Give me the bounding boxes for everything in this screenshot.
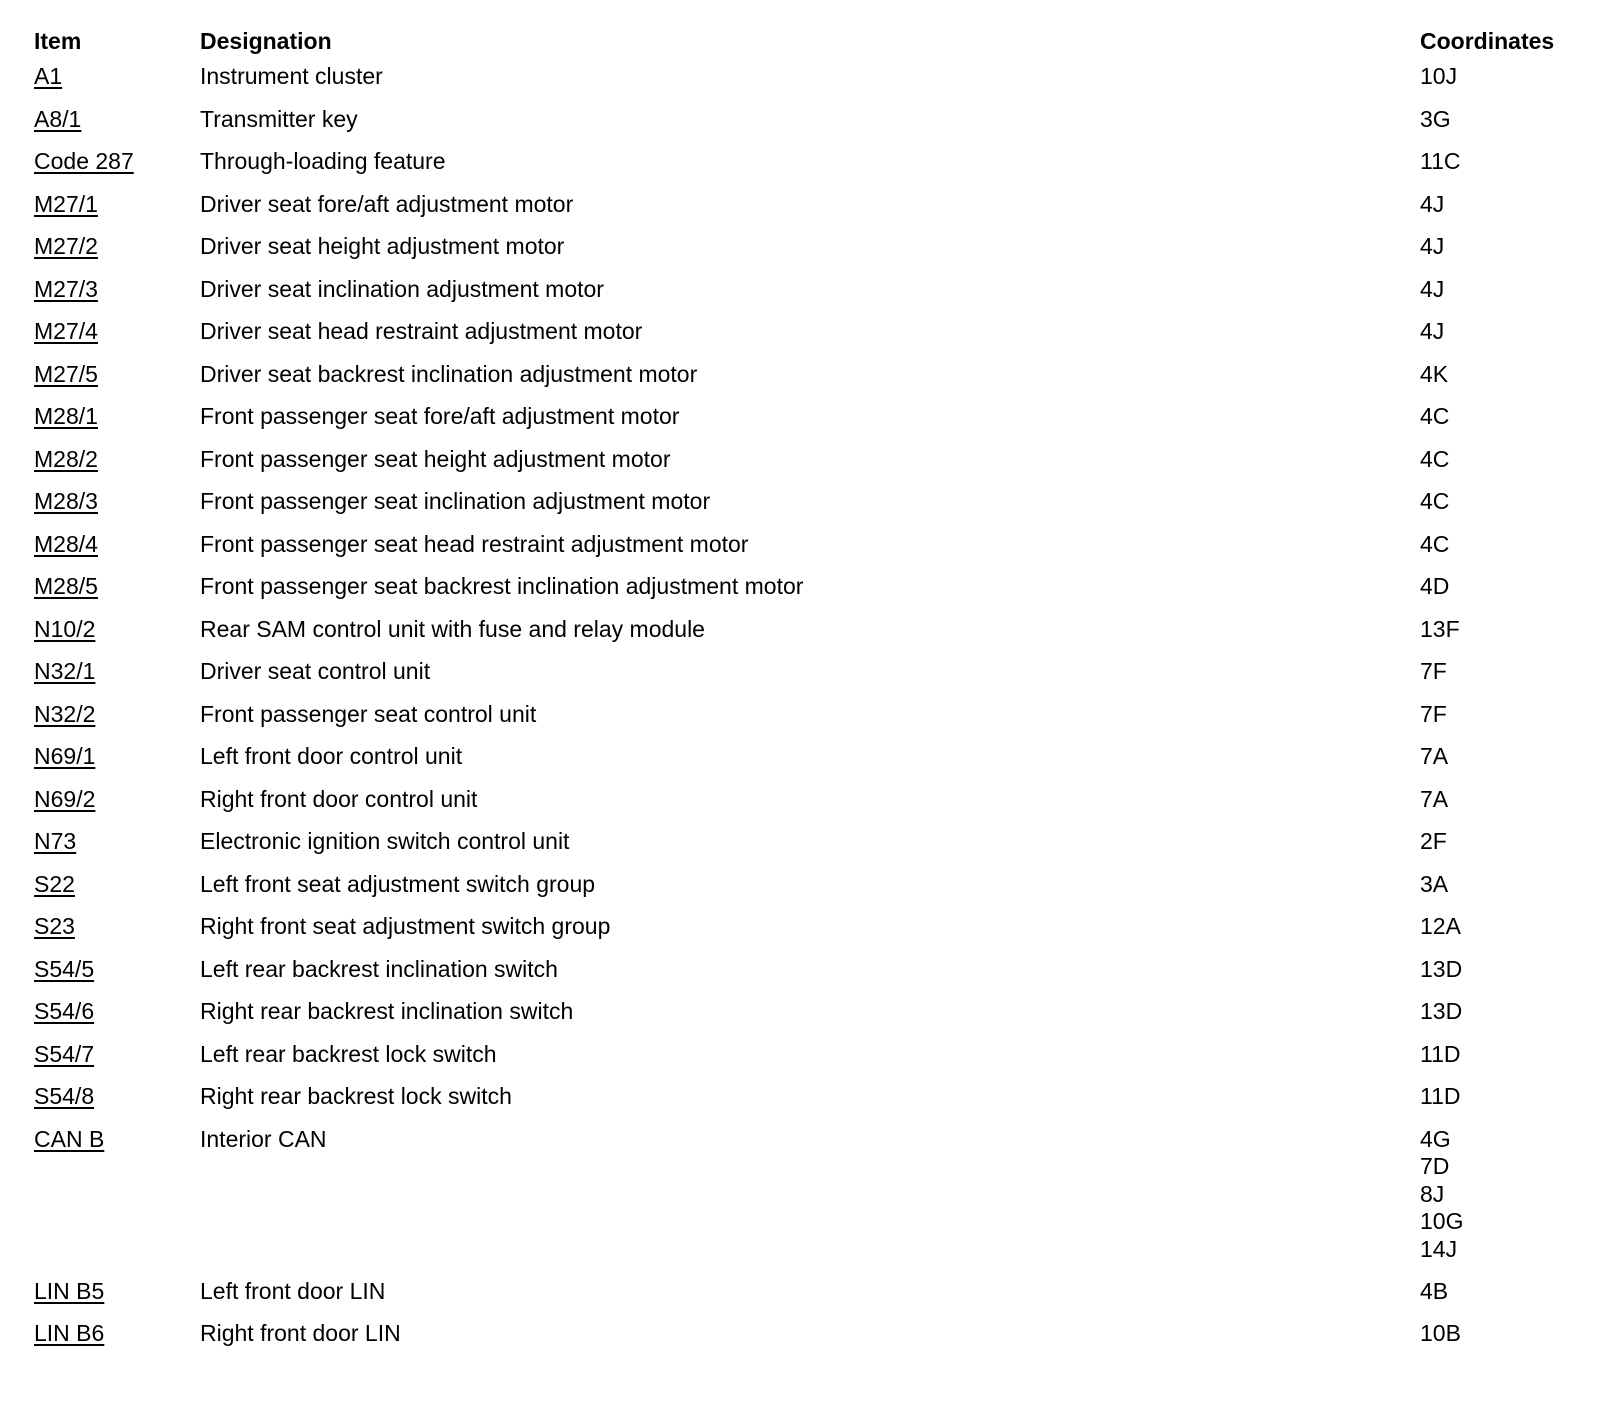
coordinate-value: 8J: [1420, 1180, 1445, 1207]
designation-cell: Driver seat backrest inclination adjustment motor: [200, 360, 698, 387]
table-row: [34, 191, 1574, 234]
table-row: [34, 1126, 1574, 1278]
item-link[interactable]: M27/2: [34, 233, 98, 259]
item-cell: [34, 998, 200, 1041]
table-row: [34, 318, 1574, 361]
coordinate-value: 4J: [1420, 318, 1445, 344]
coordinate-value: 4J: [1420, 275, 1445, 302]
item-cell: [34, 63, 200, 106]
coordinates-cell: [1420, 786, 1574, 829]
item-cell: [34, 743, 200, 786]
designation-cell: Left front seat adjustment switch group: [200, 870, 596, 897]
coordinates-cell: [1420, 871, 1574, 914]
item-link[interactable]: N32/2: [34, 700, 96, 727]
item-cell: [34, 616, 200, 659]
header-coordinates: Coordinates: [1420, 28, 1555, 54]
item-link[interactable]: LIN B6: [34, 1320, 105, 1346]
coordinate-value: 11D: [1420, 1040, 1461, 1067]
table-row: [34, 1320, 1574, 1363]
coordinates-cell: [1420, 276, 1574, 319]
designation-cell: Driver seat height adjustment motor: [200, 233, 565, 259]
coordinates-cell: [1420, 1320, 1574, 1363]
table-row: [34, 743, 1574, 786]
table-row: [34, 871, 1574, 914]
coordinates-cell: [1420, 998, 1574, 1041]
table-row: [34, 446, 1574, 489]
item-cell: [34, 148, 200, 191]
item-link[interactable]: N32/1: [34, 658, 96, 684]
item-link[interactable]: S23: [34, 913, 75, 939]
item-link[interactable]: S22: [34, 870, 75, 897]
table-row: [34, 828, 1574, 871]
designation-cell: Driver seat head restraint adjustment motor: [200, 318, 643, 344]
designation-cell: Front passenger seat head restraint adjustment motor: [200, 530, 749, 557]
item-link[interactable]: N10/2: [34, 615, 96, 642]
coordinates-cell: [1420, 828, 1574, 871]
coordinate-value: 4K: [1420, 360, 1449, 387]
coordinates-cell: [1420, 531, 1574, 574]
item-cell: [34, 1278, 200, 1321]
coordinates-cell: [1420, 63, 1574, 106]
coordinate-value: 4J: [1420, 190, 1445, 217]
item-link[interactable]: Code 287: [34, 148, 134, 174]
designation-cell: Left front door LIN: [200, 1277, 386, 1304]
designation-cell: Right front door control unit: [200, 785, 478, 812]
item-cell: [34, 1041, 200, 1084]
designation-cell: Through-loading feature: [200, 148, 446, 174]
table-row: [34, 106, 1574, 149]
table-row: [34, 1041, 1574, 1084]
designation-cell: Front passenger seat height adjustment motor: [200, 445, 671, 472]
table-row: [34, 63, 1574, 106]
item-cell: [34, 276, 200, 319]
item-link[interactable]: S54/7: [34, 1040, 95, 1067]
item-link[interactable]: M27/3: [34, 275, 98, 302]
item-link[interactable]: N69/1: [34, 743, 96, 769]
table-row: [34, 488, 1574, 531]
coordinate-value: 10B: [1420, 1320, 1461, 1346]
item-cell: [34, 786, 200, 829]
item-cell: [34, 446, 200, 489]
table-row: [34, 786, 1574, 829]
coordinate-value: 14J: [1420, 1235, 1458, 1262]
coordinates-cell: [1420, 403, 1574, 446]
coordinate-value: 12A: [1420, 913, 1461, 939]
item-link[interactable]: LIN B5: [34, 1277, 105, 1304]
table-row: [34, 658, 1574, 701]
designation-cell: Driver seat control unit: [200, 658, 431, 684]
item-link[interactable]: N73: [34, 828, 77, 854]
designation-cell: Transmitter key: [200, 105, 358, 132]
coordinate-value: 11D: [1420, 1083, 1461, 1109]
coordinate-value: 3G: [1420, 105, 1451, 132]
designation-cell: Right rear backrest lock switch: [200, 1083, 512, 1109]
header-item: Item: [34, 28, 82, 54]
item-cell: [34, 488, 200, 531]
item-cell: [34, 658, 200, 701]
item-cell: [34, 828, 200, 871]
coordinate-value: 4G: [1420, 1125, 1451, 1152]
coordinates-cell: [1420, 616, 1574, 659]
item-link[interactable]: CAN B: [34, 1125, 105, 1152]
coordinates-cell: [1420, 701, 1574, 744]
item-link[interactable]: A1: [34, 63, 63, 89]
table-body: [34, 63, 1574, 1363]
coordinates-cell: [1420, 658, 1574, 701]
item-cell: [34, 531, 200, 574]
table-row: [34, 233, 1574, 276]
coordinate-value: 4C: [1420, 488, 1450, 514]
item-cell: [34, 191, 200, 234]
table-row: [34, 956, 1574, 999]
coordinate-value: 7A: [1420, 785, 1449, 812]
coordinates-cell: [1420, 488, 1574, 531]
coordinates-cell: [1420, 446, 1574, 489]
header-designation: Designation: [200, 28, 332, 54]
item-cell: [34, 403, 200, 446]
coordinate-value: 7D: [1420, 1153, 1450, 1180]
item-link[interactable]: M28/1: [34, 403, 98, 429]
coordinates-cell: [1420, 1083, 1574, 1126]
item-cell: [34, 913, 200, 956]
item-cell: [34, 1126, 200, 1278]
designation-cell: Left front door control unit: [200, 743, 463, 769]
item-link[interactable]: M27/5: [34, 360, 98, 387]
designation-cell: Front passenger seat control unit: [200, 700, 537, 727]
coordinates-cell: [1420, 1041, 1574, 1084]
item-link[interactable]: S54/6: [34, 998, 95, 1024]
designation-cell: Interior CAN: [200, 1125, 327, 1152]
item-cell: [34, 233, 200, 276]
designation-cell: Front passenger seat fore/aft adjustment motor: [200, 403, 680, 429]
designation-cell: Driver seat inclination adjustment motor: [200, 275, 604, 302]
table-row: [34, 1278, 1574, 1321]
coordinate-value: 13D: [1420, 998, 1463, 1024]
designation-cell: Left rear backrest inclination switch: [200, 955, 558, 982]
designation-cell: Front passenger seat inclination adjustment motor: [200, 488, 711, 514]
item-cell: [34, 1083, 200, 1126]
table-row: [34, 998, 1574, 1041]
item-cell: [34, 1320, 200, 1363]
table-row: [34, 361, 1574, 404]
table-row: [34, 276, 1574, 319]
item-link[interactable]: M27/4: [34, 318, 98, 344]
item-cell: [34, 106, 200, 149]
item-link[interactable]: S54/8: [34, 1083, 95, 1109]
coordinate-value: 4C: [1420, 530, 1450, 557]
coordinate-value: 13F: [1420, 615, 1460, 642]
table-row: [34, 1083, 1574, 1126]
coordinates-cell: [1420, 743, 1574, 786]
item-cell: [34, 701, 200, 744]
item-link[interactable]: M27/1: [34, 190, 98, 217]
table-row: [34, 701, 1574, 744]
coordinate-value: 10J: [1420, 63, 1458, 89]
coordinates-cell: [1420, 573, 1574, 616]
designation-cell: Right rear backrest inclination switch: [200, 998, 574, 1024]
coordinate-value: 2F: [1420, 828, 1447, 854]
coordinate-value: 3A: [1420, 870, 1449, 897]
coordinates-cell: [1420, 1126, 1574, 1278]
designation-cell: Electronic ignition switch control unit: [200, 828, 570, 854]
item-link[interactable]: N69/2: [34, 785, 96, 812]
coordinate-value: 4J: [1420, 233, 1445, 259]
coordinate-value: 10G: [1420, 1208, 1464, 1235]
coordinates-cell: [1420, 106, 1574, 149]
designation-cell: Right front door LIN: [200, 1320, 401, 1346]
designation-cell: Right front seat adjustment switch group: [200, 913, 611, 939]
coordinate-value: 7F: [1420, 658, 1447, 684]
item-link[interactable]: M28/5: [34, 573, 98, 599]
coordinate-value: 4D: [1420, 573, 1450, 599]
coordinates-cell: [1420, 361, 1574, 404]
item-link[interactable]: A8/1: [34, 105, 82, 132]
table-row: [34, 531, 1574, 574]
designation-cell: Front passenger seat backrest inclination adjustment motor: [200, 573, 804, 599]
table-row: [34, 913, 1574, 956]
coordinates-cell: [1420, 318, 1574, 361]
item-cell: [34, 956, 200, 999]
table-header: [34, 24, 1574, 63]
table-row: [34, 403, 1574, 446]
coordinate-value: 7A: [1420, 743, 1449, 769]
coordinates-cell: [1420, 191, 1574, 234]
designation-cell: Driver seat fore/aft adjustment motor: [200, 190, 574, 217]
component-legend-table: [34, 24, 1574, 1363]
table-row: [34, 148, 1574, 191]
coordinate-value: 11C: [1420, 148, 1461, 174]
designation-cell: Rear SAM control unit with fuse and relay module: [200, 615, 705, 642]
item-cell: [34, 318, 200, 361]
coordinates-cell: [1420, 913, 1574, 956]
item-cell: [34, 573, 200, 616]
coordinates-cell: [1420, 233, 1574, 276]
item-link[interactable]: M28/3: [34, 488, 98, 514]
coordinate-value: 7F: [1420, 700, 1447, 727]
table-row: [34, 616, 1574, 659]
coordinates-cell: [1420, 1278, 1574, 1321]
coordinates-cell: [1420, 956, 1574, 999]
item-link[interactable]: M28/2: [34, 445, 98, 472]
item-cell: [34, 871, 200, 914]
item-link[interactable]: S54/5: [34, 955, 95, 982]
table-row: [34, 573, 1574, 616]
coordinate-value: 4B: [1420, 1277, 1449, 1304]
item-cell: [34, 361, 200, 404]
coordinates-cell: [1420, 148, 1574, 191]
header-row: [34, 24, 1574, 63]
coordinate-value: 13D: [1420, 955, 1463, 982]
coordinate-value: 4C: [1420, 403, 1450, 429]
designation-cell: Left rear backrest lock switch: [200, 1040, 497, 1067]
item-link[interactable]: M28/4: [34, 530, 98, 557]
designation-cell: Instrument cluster: [200, 63, 383, 89]
coordinate-value: 4C: [1420, 445, 1450, 472]
